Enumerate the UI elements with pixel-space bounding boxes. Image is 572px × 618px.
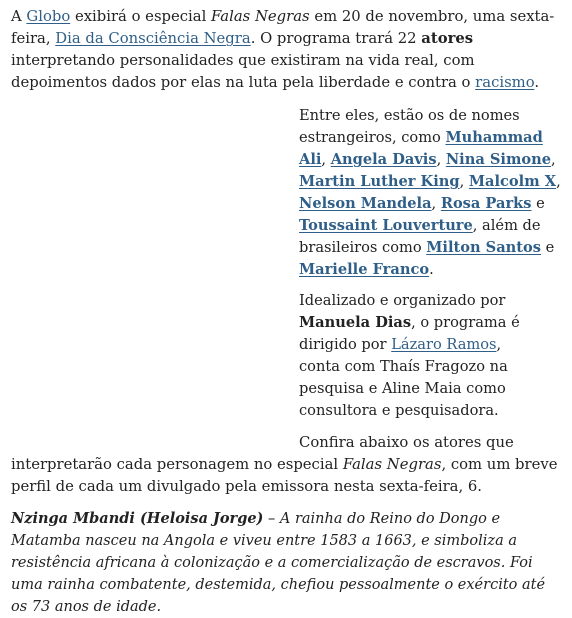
text: , (321, 151, 331, 168)
text: , (551, 151, 556, 168)
text: , além de brasileiros como (299, 217, 541, 256)
text: e (531, 195, 545, 212)
text: Entre eles, estão os de nomes estrangeiros, como (299, 107, 520, 146)
program-title: Falas Negras (342, 456, 442, 473)
link-nelson-mandela[interactable]: Nelson Mandela (299, 195, 432, 212)
text: . (429, 261, 434, 278)
link-dia-consciencia-negra[interactable]: Dia da Consciência Negra (55, 30, 251, 47)
text: em 20 de novembro, uma sexta-feira, (11, 8, 555, 47)
text: interpretarão cada personagem no especial (11, 456, 343, 473)
link-lazaro-ramos[interactable]: Lázaro Ramos (391, 336, 497, 353)
text: , (431, 195, 441, 212)
bold-person-name: Nzinga Mbandi (Heloisa Jorge) (11, 510, 264, 527)
text: exibirá o especial (70, 8, 212, 25)
link-martin-luther-king[interactable]: Martin Luther King (299, 173, 460, 190)
text: , (459, 173, 469, 190)
text: , (436, 151, 446, 168)
link-milton-santos[interactable]: Milton Santos (426, 239, 541, 256)
text: , (556, 173, 561, 190)
text: interpretando personalidades que existiram na vida real, com depoimentos dados por elas na luta pela liberdade e contra o (11, 52, 476, 91)
text: – A rainha do Reino do Dongo e Matamba nasceu na Angola e viveu entre 1583 a 1663, e simboliza a resistência africana à colonização e a comercialização de escravos. Foi uma rainha combatente, destemida, chefiou pessoalmente o exército até os 73 anos de idade. (11, 511, 546, 615)
link-globo[interactable]: Globo (26, 8, 71, 25)
link-angela-davis[interactable]: Angela Davis (330, 151, 437, 168)
paragraph-production (299, 290, 539, 422)
paragraph-names (299, 105, 561, 281)
link-nina-simone[interactable]: Nina Simone (445, 151, 552, 168)
text: Idealizado e organizado por (299, 292, 506, 309)
text: , o programa é dirigido por (299, 314, 520, 353)
link-muhammad-ali[interactable]: Muhammad Ali (299, 129, 543, 168)
link-toussaint-louverture[interactable]: Toussaint Louverture (299, 217, 473, 234)
text: , conta com Thaís Fragozo na pesquisa e Aline Maia como consultora e pesquisadora. (299, 336, 508, 419)
program-title: Falas Negras (211, 8, 310, 25)
text: Confira abaixo os atores que (299, 434, 514, 451)
paragraph-nzinga (11, 508, 565, 618)
link-rosa-parks[interactable]: Rosa Parks (440, 195, 532, 212)
text: A (11, 8, 27, 25)
paragraph-intro (11, 6, 559, 94)
link-marielle-franco[interactable]: Marielle Franco (299, 261, 430, 278)
text: . O programa trará 22 (250, 30, 422, 47)
link-malcolm-x[interactable]: Malcolm X (468, 173, 557, 190)
bold-manuela-dias: Manuela Dias (299, 314, 412, 331)
link-racismo[interactable]: racismo (475, 74, 535, 91)
text: e (540, 239, 555, 256)
text: , com um breve perfil de cada um divulgado pela emissora nesta sexta-feira, 6. (11, 456, 558, 495)
paragraph-confira (11, 432, 561, 498)
text: . (534, 74, 540, 91)
bold-atores: atores (421, 30, 474, 47)
